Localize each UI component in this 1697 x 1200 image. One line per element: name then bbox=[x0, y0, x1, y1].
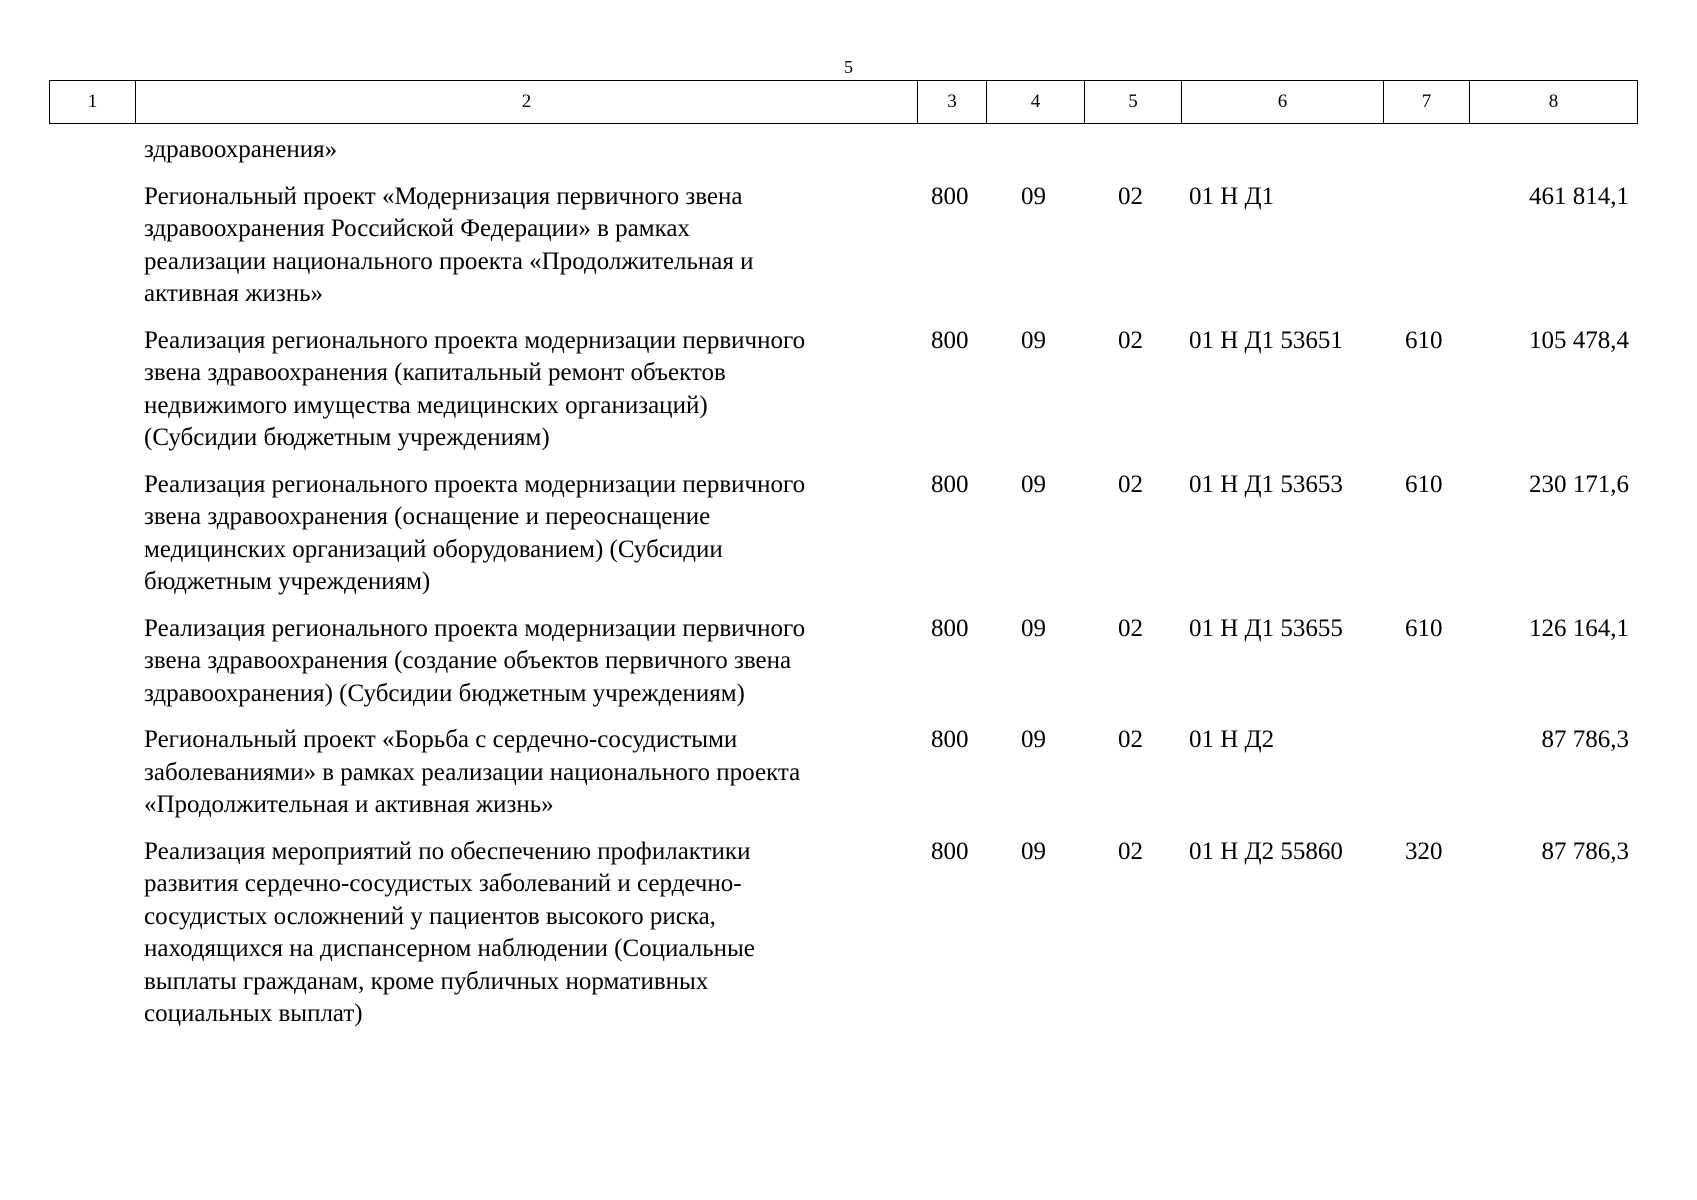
item-name bbox=[49, 311, 917, 455]
expense-type-code bbox=[1383, 167, 1469, 311]
name-line: (Субсидии бюджетным учреждениям) bbox=[144, 424, 550, 451]
name-line: «Продолжительная и активная жизнь» bbox=[144, 791, 554, 818]
name-line: Региональный проект «Борьба с сердечно-сосудистыми bbox=[144, 726, 738, 753]
target-article-code: 01 Н Д1 53651 bbox=[1189, 326, 1343, 354]
name-line: находящихся на диспансерном наблюдении (Социальные bbox=[144, 935, 755, 962]
name-line: медицинских организаций оборудованием) (Субсидии bbox=[144, 535, 723, 563]
item-name bbox=[49, 599, 917, 711]
amount: 87 786,3 bbox=[1541, 837, 1629, 865]
target-article-code: 01 Н Д2 55860 bbox=[1189, 837, 1343, 865]
target-article-code: 01 Н Д2 bbox=[1189, 726, 1275, 753]
header-col-3: 3 bbox=[918, 81, 987, 124]
item-name bbox=[49, 822, 917, 1031]
subsection-code: 02 bbox=[1118, 470, 1143, 498]
item-name bbox=[49, 167, 917, 311]
target-article-code: 01 Н Д1 bbox=[1189, 182, 1275, 210]
table-row bbox=[49, 311, 1637, 455]
table-row bbox=[49, 710, 1637, 822]
table-row bbox=[49, 455, 1637, 599]
header-col-2: 2 bbox=[136, 81, 918, 124]
table-row bbox=[49, 167, 1637, 311]
subsection-code: 02 bbox=[1118, 326, 1143, 354]
table-row bbox=[49, 822, 1637, 1031]
expense-type-code: 320 bbox=[1405, 837, 1443, 865]
expense-type-code: 610 bbox=[1405, 470, 1443, 498]
amount: 126 164,1 bbox=[1529, 614, 1629, 642]
continuation-text bbox=[49, 134, 917, 167]
budget-table bbox=[49, 134, 1637, 1031]
name-line: активная жизнь» bbox=[144, 280, 324, 307]
name-line: заболеваниями» в рамках реализации национального проекта bbox=[144, 758, 801, 786]
header-col-6: 6 bbox=[1182, 81, 1384, 124]
name-line: Региональный проект «Модернизация первичного звена bbox=[144, 182, 743, 210]
name-line: реализации национального проекта «Продолжительная и bbox=[144, 247, 754, 275]
name-line: Реализация регионального проекта модернизации первичного bbox=[144, 326, 806, 354]
name-line: Реализация регионального проекта модернизации первичного bbox=[144, 470, 806, 498]
section-code: 09 bbox=[1021, 326, 1046, 354]
header-row bbox=[50, 81, 1638, 124]
subsection-code: 02 bbox=[1118, 837, 1143, 865]
name-line: выплаты гражданам, кроме публичных нормативных bbox=[144, 967, 709, 995]
target-article-code: 01 Н Д1 53653 bbox=[1189, 470, 1343, 498]
name-line: звена здравоохранения (оснащение и переоснащение bbox=[144, 503, 711, 530]
header-col-1: 1 bbox=[50, 81, 136, 124]
subsection-code: 02 bbox=[1118, 182, 1143, 210]
ministry-code: 800 bbox=[931, 326, 969, 354]
expense-type-code: 610 bbox=[1405, 614, 1443, 642]
ministry-code: 800 bbox=[931, 726, 969, 753]
expense-type-code bbox=[1383, 710, 1469, 822]
amount: 461 814,1 bbox=[1529, 182, 1629, 210]
name-line: бюджетным учреждениям) bbox=[144, 568, 431, 595]
header-col-7: 7 bbox=[1384, 81, 1470, 124]
name-line: здравоохранения) (Субсидии бюджетным учреждениям) bbox=[144, 679, 745, 707]
amount: 87 786,3 bbox=[1541, 726, 1629, 753]
name-line: звена здравоохранения (капитальный ремонт объектов bbox=[144, 359, 726, 386]
amount: 230 171,6 bbox=[1529, 470, 1629, 498]
ministry-code: 800 bbox=[931, 470, 969, 498]
section-code: 09 bbox=[1021, 726, 1046, 753]
name-line: Реализация мероприятий по обеспечению профилактики bbox=[144, 837, 751, 865]
name-line: здравоохранения» bbox=[144, 136, 338, 163]
name-line: Реализация регионального проекта модернизации первичного bbox=[144, 614, 806, 642]
header-col-8: 8 bbox=[1470, 81, 1638, 124]
subsection-code: 02 bbox=[1118, 614, 1143, 642]
section-code: 09 bbox=[1021, 614, 1046, 642]
name-line: недвижимого имущества медицинских организаций) bbox=[144, 391, 708, 419]
section-code: 09 bbox=[1021, 182, 1046, 210]
name-line: социальных выплат) bbox=[144, 1000, 363, 1027]
ministry-code: 800 bbox=[931, 837, 969, 865]
name-line: здравоохранения Российской Федерации» в рамках bbox=[144, 215, 690, 242]
item-name bbox=[49, 455, 917, 599]
page-number: 5 bbox=[844, 57, 853, 77]
amount: 105 478,4 bbox=[1529, 326, 1629, 354]
table-row bbox=[49, 599, 1637, 711]
column-number-header bbox=[49, 80, 1638, 124]
continuation-row bbox=[49, 134, 1637, 167]
section-code: 09 bbox=[1021, 470, 1046, 498]
ministry-code: 800 bbox=[931, 182, 969, 210]
header-col-5: 5 bbox=[1085, 81, 1182, 124]
item-name bbox=[49, 710, 917, 822]
ministry-code: 800 bbox=[931, 614, 969, 642]
header-col-4: 4 bbox=[987, 81, 1085, 124]
subsection-code: 02 bbox=[1118, 726, 1143, 753]
name-line: сосудистых осложнений у пациентов высокого риска, bbox=[144, 902, 716, 930]
section-code: 09 bbox=[1021, 837, 1046, 865]
name-line: звена здравоохранения (создание объектов первичного звена bbox=[144, 647, 792, 674]
expense-type-code: 610 bbox=[1405, 326, 1443, 354]
target-article-code: 01 Н Д1 53655 bbox=[1189, 614, 1343, 642]
name-line: развития сердечно-сосудистых заболеваний и сердечно- bbox=[144, 870, 742, 897]
